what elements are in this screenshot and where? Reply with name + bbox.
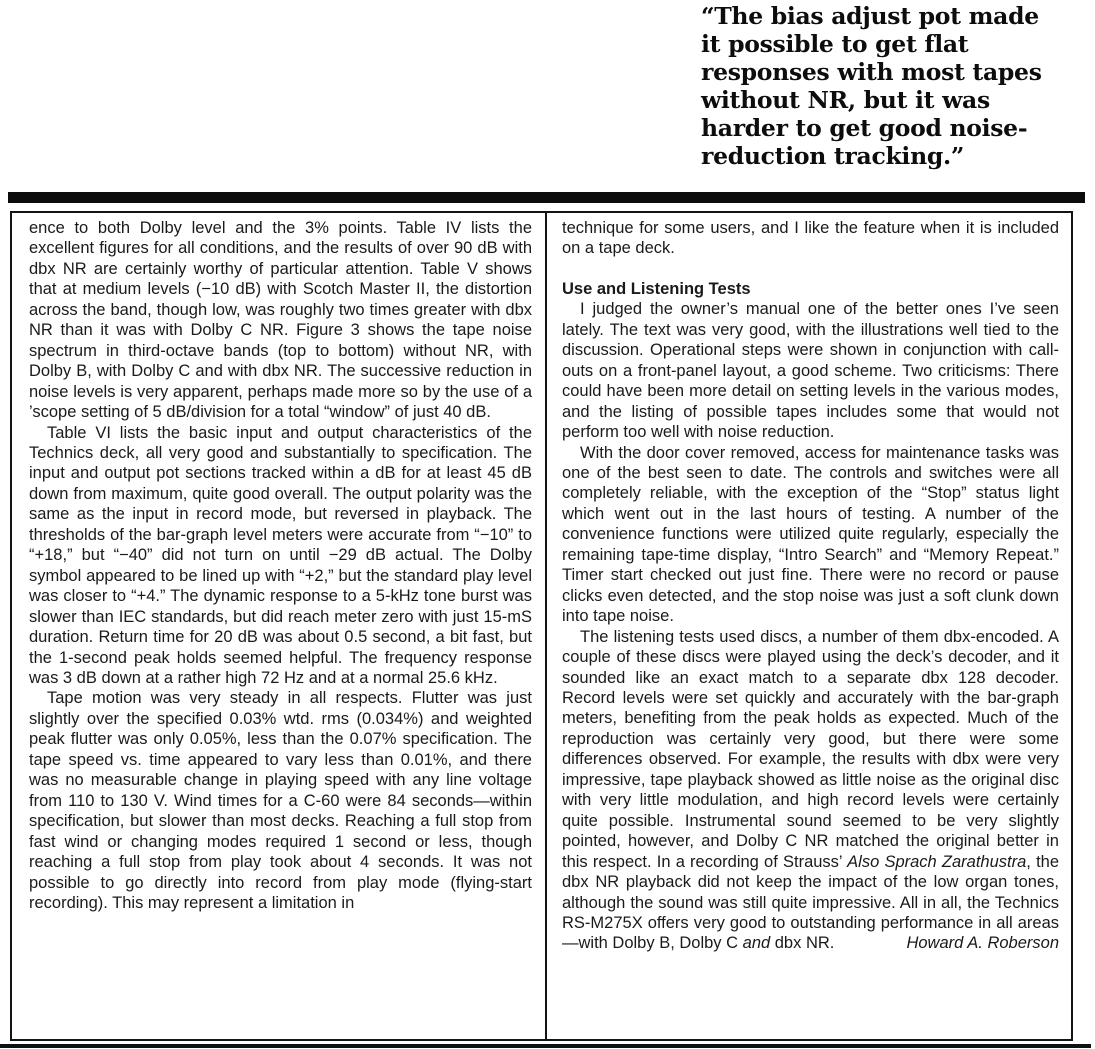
section-heading: Use and Listening Tests xyxy=(562,279,751,298)
article-body-frame xyxy=(10,211,1073,1041)
article-column-left xyxy=(12,213,547,1039)
paragraph: With the door cover removed, access for maintenance tasks was one of the best seen to date. The controls and switches were all completely reliable, with the exception of the “Stop” status light which went out in the last hours of testing. A number of the convenience functions were utilized quite regularly, especially the remaining tape-time display, “Intro Search” and “Memory Repeat.” Timer start checked out just fine. There were no record or pause clicks even detected, and the stop noise was just a soft clunk down into tape noise. xyxy=(562,443,1059,626)
bottom-rule xyxy=(0,1044,1091,1048)
paragraph: technique for some users, and I like the feature when it is included on a tape deck. xyxy=(562,219,1059,258)
paragraph: The listening tests used discs, a number of them dbx-encoded. A couple of these discs were played using the deck’s decoder, and it sounded like an exact match to a separate dbx 128 decoder. Record levels were set quickly and accurately with the bar-graph meters, benefiting from the peak holds as expected. Much of the reproduction was certainly very good, but there were some differences observed. For example, the results with dbx were very impressive, tape playback showed as little noise as the original disc with very little modulation, and high record levels were certainly quite possible. Instrumental sound seemed to be very slightly pointed, however, and Dolby C NR matched the original better in this respect. In a recording of Strauss’ Also Sprach Zarathustra, the dbx NR playback did not keep the impact of the low organ tones, although the sound was still quite impressive. All in all, the Technics RS-M275X offers very good to outstanding performance in all areas—with Dolby B, Dolby C and dbx NR. Howard A. Roberson xyxy=(562,627,1060,953)
paragraph: Tape motion was very steady in all respects. Flutter was just slightly over the specified 0.03% wtd. rms (0.034%) and weighted peak flutter was only 0.05%, less than the 0.07% specification. The tape speed vs. time appeared to vary less than 0.01%, and there was no measurable change in playing speed with any line voltage from 110 to 130 V. Wind times for a C-60 were 84 seconds—within specification, but slower than most decks. Reaching a full stop from fast wind or changing modes required 1 second or less, though reaching a full stop from play took about 4 seconds. It was not possible to go directly into record from play mode (flying-start recording). This may represent a limitation in xyxy=(29,689,532,912)
paragraph: I judged the owner’s manual one of the better ones I’ve seen lately. The text was very good, with the illustrations well tied to the discussion. Operational steps were shown in conjunction with call-outs on a front-panel layout, a good scheme. Two criticisms: There could have been more detail on setting levels in the various modes, and the listing of possible tapes includes some that would not perform too well with noise reduction. xyxy=(562,300,1059,442)
paragraph: Table VI lists the basic input and output characteristics of the Technics deck, all very good and substantially to specification. The input and output pot sections tracked within a dB for at least 45 dB down from maximum, quite good overall. The output polarity was the same as the input in record mode, but reversed in playback. The thresholds of the bar-graph level meters were accurate from “−10” to “+18,” but “−40” did not turn on until −29 dB actual. The Dolby symbol appeared to be lined up with “+2,” but the standard play level was closer to “+4.” The dynamic response to a 5-kHz tone burst was slower than IEC standards, but did reach meter zero with just 15-mS duration. Return time for 20 dB was about 0.5 second, a bit fast, but the 1-second peak holds seemed helpful. The frequency response was 3 dB down at a rather high 72 Hz and at a normal 25.6 kHz. xyxy=(29,423,532,687)
paragraph: ence to both Dolby level and the 3% points. Table IV lists the excellent figures for all conditions, and the results of over 90 dB with dbx NR are certainly worthy of particular attention. Table V shows that at medium levels (−10 dB) with Scotch Master II, the distortion across the band, though low, was roughly two times greater with dbx NR than it was with Dolby C NR. Figure 3 shows the tape noise spectrum in third-octave bands (top to bottom) without NR, with Dolby B, with Dolby C and with dbx NR. The successive reduction in noise levels is very apparent, perhaps made more so by the use of a ’scope setting of 5 dB/division for a total “window” of just 40 dB. xyxy=(29,219,532,422)
article-column-right xyxy=(547,213,1071,1039)
pull-quote: “The bias adjust pot made it possible to get flat responses with most tapes without NR, but it was harder to get good noise-reduction tracking.” xyxy=(701,2,1042,170)
byline: Howard A. Roberson xyxy=(906,934,1059,953)
top-separator-bar xyxy=(8,192,1085,203)
